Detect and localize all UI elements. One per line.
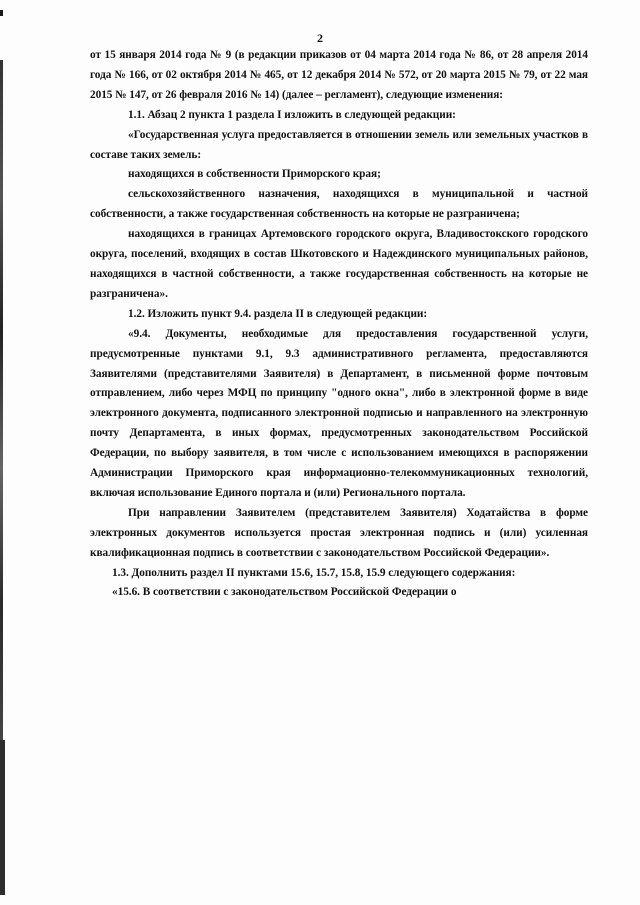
- scan-edge-shadow: [0, 60, 3, 740]
- scan-edge-mark: [0, 10, 3, 16]
- paragraph-quote-start: «Государственная услуга предоставляется в отношении земель или земельных участков в составе таких земель:: [90, 128, 588, 161]
- paragraph-primorsky-ownership: находящихся в собственности Приморского края;: [128, 168, 381, 181]
- paragraph-9-4: «9.4. Документы, необходимые для предоставления государственной услуги, предусмотренные пунктами 9.1, 9.3 административного регламента, предоставляются Заявителями (представителями Заявителя) в Департамент, в письменной форме почтовым отправлением, либо через МФЦ по принципу "одного окна", либо в электронной форме в виде электронного документа, подписанного электронной подписью и направленного на электронную почту Департамента, в иных формах, предусмотренных законодательством Российской Федерации, по выбору заявителя, в том числе с использованием имеющихся в распоряжении Администрации Приморского края информационно-телекоммуникационных технологий, включая использование Единого портала и (или) Регионального портала.: [90, 327, 588, 499]
- paragraph-agricultural-land: сельскохозяйственного назначения, находящихся в муниципальной и частной собственности, а также государственная собственность на которые не разграничена;: [90, 188, 588, 221]
- scan-edge-shadow-bottom: [0, 740, 5, 895]
- document-body: [90, 46, 588, 603]
- paragraph-municipal-bounds: находящихся в границах Артемовского городского округа, Владивостокского городского округа, поселений, входящих в состав Шкотовского и Надеждинского муниципальных районов, находящихся в частной собственности, а также государственная собственность на которые не разграничена».: [90, 228, 588, 300]
- paragraph-1-1: 1.1. Абзац 2 пункта 1 раздела I изложить в следующей редакции:: [128, 108, 456, 121]
- page-number: 2: [317, 31, 323, 45]
- paragraph-electronic-signature: При направлении Заявителем (представителем Заявителя) Ходатайства в форме электронных документов используется простая электронная подпись и (или) усиленная квалификационная подпись в соответствии с законодательством Российской Федерации».: [90, 506, 588, 559]
- paragraph-1-3: 1.3. Дополнить раздел II пунктами 15.6, 15.7, 15.8, 15.9 следующего содержания:: [112, 566, 516, 579]
- paragraph-15-6: «15.6. В соответствии с законодательством Российской Федерации о: [112, 586, 457, 599]
- paragraph-intro: от 15 января 2014 года № 9 (в редакции приказов от 04 марта 2014 года № 86, от 28 апреля 2014 года № 166, от 02 октября 2014 № 465, от 12 декабря 2014 № 572, от 20 марта 2015 № 79, от 22 мая 2015 № 147, от 26 февраля 2016 № 14) (далее – регламент), следующие изменения:: [90, 49, 588, 101]
- paragraph-1-2: 1.2. Изложить пункт 9.4. раздела II в следующей редакции:: [128, 307, 428, 320]
